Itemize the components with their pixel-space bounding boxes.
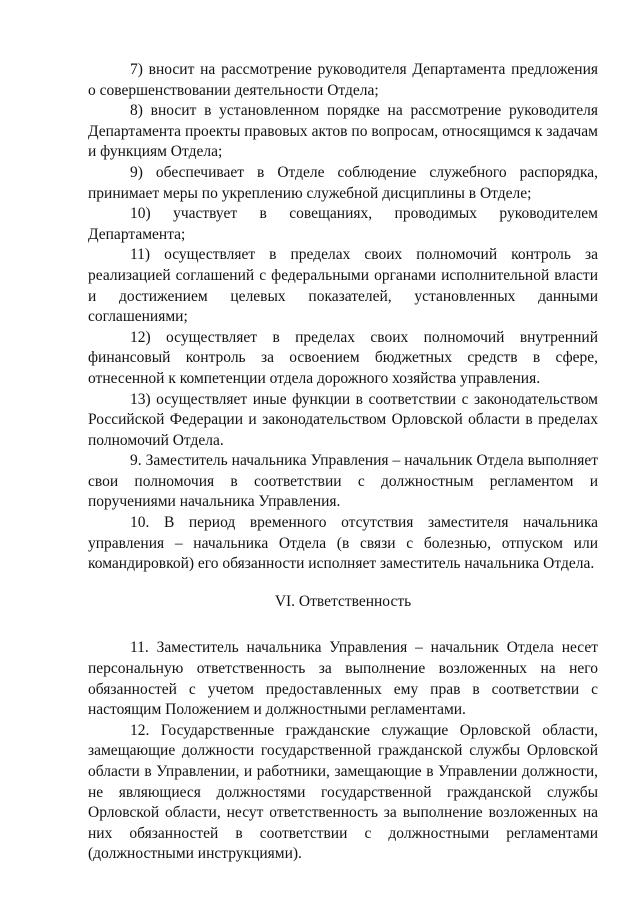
- paragraph-item-10: 10) участвует в совещаниях, проводимых руководителем Департамента;: [88, 205, 598, 243]
- paragraph-clause-11: 11. Заместитель начальника Управления – начальник Отдела несет персональную ответственность за выполнение возложенных на него обязанностей с учетом предоставленных ему прав в соответствии с настоящим Положением и должностными регламентами.: [88, 639, 598, 719]
- paragraph-item-8: 8) вносит в установленном порядке на рассмотрение руководителя Департамента проекты правовых актов по вопросам, относящимся к задачам и функциям Отдела;: [88, 102, 598, 161]
- paragraph-item-11: 11) осуществляет в пределах своих полномочий контроль за реализацией соглашений с федеральными органами исполнительной власти и достижением целевых показателей, установленных данными соглашениями;: [88, 246, 598, 326]
- paragraph-item-12: 12) осуществляет в пределах своих полномочий внутренний финансовый контроль за освоением бюджетных средств в сфере, отнесенной к компетенции отдела дорожного хозяйства управления.: [88, 328, 598, 387]
- paragraph-item-13: 13) осуществляет иные функции в соответствии с законодательством Российской Федерации и законодательством Орловской области в пределах полномочий Отдела.: [88, 390, 598, 449]
- section-heading: VI. Ответственность: [274, 592, 412, 610]
- paragraph-clause-10: 10. В период временного отсутствия заместителя начальника управления – начальника Отдела (в связи с болезнью, отпуском или командировкой) его обязанности исполняет заместитель начальника Отдела.: [88, 514, 598, 573]
- paragraph-item-9: 9) обеспечивает в Отделе соблюдение служебного распорядка, принимает меры по укреплению служебной дисциплины в Отделе;: [88, 163, 598, 202]
- paragraph-clause-12: 12. Государственные гражданские служащие Орловской области, замещающие должности государственной гражданской службы Орловской области в Управлении, и работники, замещающие в Управлении должности, не являющиеся должностями государственной гражданской службы Орловской области, несут ответственность за выполнение возложенных на них обязанностей в соответствии с должностными регламентами (должностными инструкциями).: [88, 721, 598, 863]
- paragraph-item-7: 7) вносит на рассмотрение руководителя Департамента предложения о совершенствовании деятельности Отдела;: [88, 61, 598, 99]
- paragraph-clause-9: 9. Заместитель начальника Управления – начальник Отдела выполняет свои полномочия в соответствии с должностным регламентом и поручениями начальника Управления.: [88, 452, 598, 511]
- document-page: [88, 60, 598, 865]
